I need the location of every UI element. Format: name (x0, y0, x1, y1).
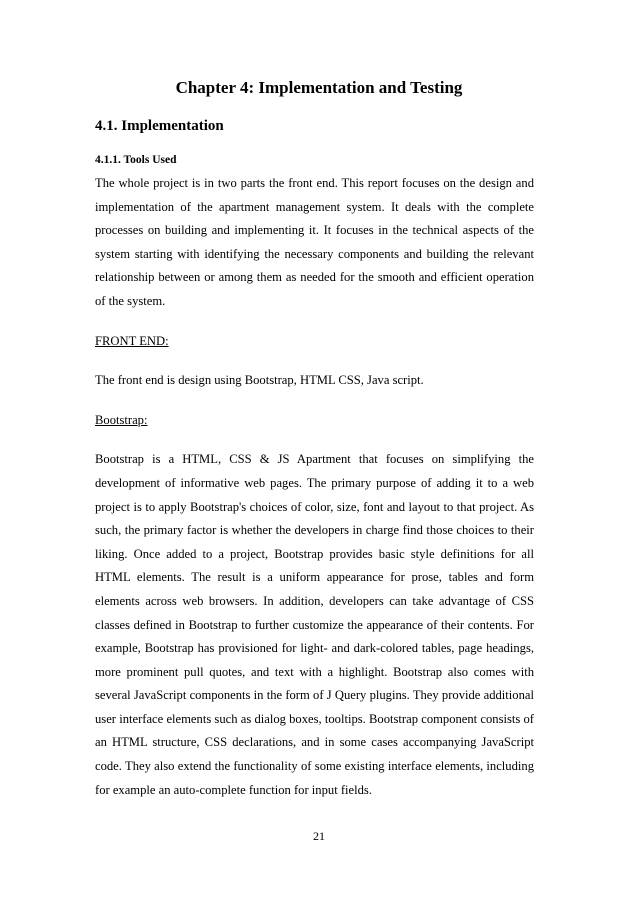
page-number: 21 (313, 829, 325, 843)
front-end-label: FRONT END: (95, 333, 169, 348)
section-heading: 4.1. Implementation (95, 118, 224, 134)
bootstrap-label: Bootstrap: (95, 412, 148, 427)
front-end-paragraph: The front end is design using Bootstrap, HTML CSS, Java script. (95, 373, 424, 388)
intro-paragraph: The whole project is in two parts the front end. This report focuses on the design and implementation of the apartment management system. It deals with the complete processes on building and implementing it. It focuses in the technical aspects of the system starting with identifying the necessary components and building the relevant relationship between or among them as needed for the smooth and efficient operation of the system. (95, 176, 534, 308)
chapter-title: Chapter 4: Implementation and Testing (175, 78, 463, 97)
page-body (95, 154, 534, 802)
subsection-heading: 4.1.1. Tools Used (95, 154, 177, 166)
bootstrap-paragraph: Bootstrap is a HTML, CSS & JS Apartment that focuses on simplifying the development of informative web pages. The primary purpose of adding it to a web project is to apply Bootstrap's choices of color, size, font and layout to that project. As such, the primary factor is whether the developers in charge find those choices to their liking. Once added to a project, Bootstrap provides basic style definitions for all HTML elements. The result is a uniform appearance for prose, tables and form elements across web browsers. In addition, developers can take advantage of CSS classes defined in Bootstrap to further customize the appearance of their contents. For example, Bootstrap has provisioned for light- and dark-colored tables, page headings, more prominent pull quotes, and text with a highlight. Bootstrap also comes with several JavaScript components in the form of J Query plugins. They provide additional user interface elements such as dialog boxes, tooltips. Bootstrap component consists of an HTML structure, CSS declarations, and in some cases accompanying JavaScript code. They also extend the functionality of some existing interface elements, including for example an auto-complete function for input fields. (95, 452, 534, 797)
